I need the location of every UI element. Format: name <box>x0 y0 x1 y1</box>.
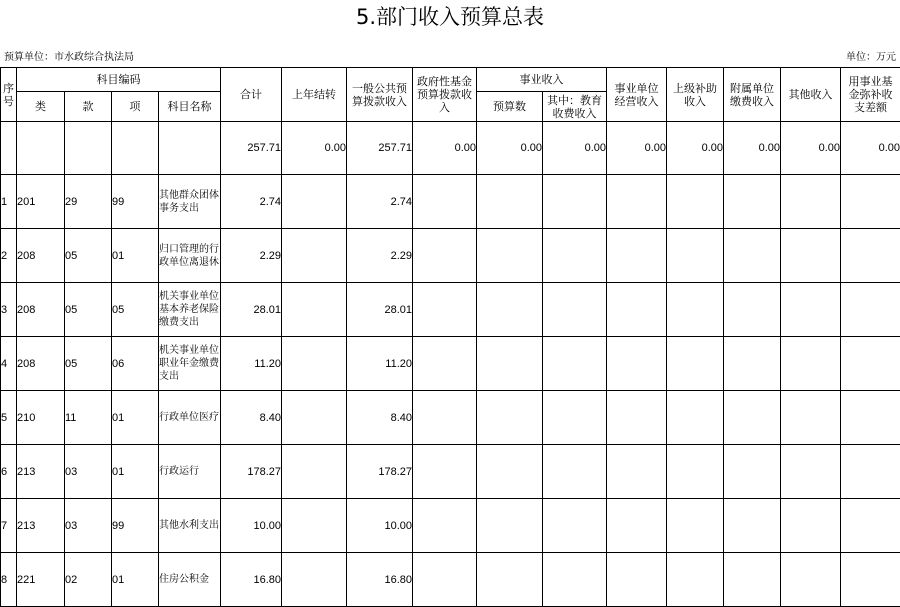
row-kuan: 05 <box>65 283 112 337</box>
row-career-budget <box>477 175 543 229</box>
row-subsidy <box>667 499 724 553</box>
row-affiliated <box>724 229 781 283</box>
subject-name-text: 住房公积金 <box>159 573 220 586</box>
row-career-budget <box>477 553 543 607</box>
row-carryover <box>282 337 347 391</box>
row-other <box>781 553 841 607</box>
header-career-group: 事业收入 <box>477 68 607 92</box>
header-fund-budget: 政府性基金预算拨款收入 <box>413 68 477 122</box>
row-lei: 208 <box>17 283 65 337</box>
header-total: 合计 <box>221 68 282 122</box>
total-biz-income: 0.00 <box>607 122 667 175</box>
row-carryover <box>282 283 347 337</box>
row-subject-name <box>159 445 221 499</box>
row-kuan: 05 <box>65 229 112 283</box>
total-other: 0.00 <box>781 122 841 175</box>
row-lei: 221 <box>17 553 65 607</box>
row-balance-fund <box>841 499 900 553</box>
header-biz-income: 事业单位经营收入 <box>607 68 667 122</box>
row-career-edu <box>543 337 607 391</box>
row-balance-fund <box>841 175 900 229</box>
row-seq: 2 <box>1 229 17 283</box>
row-career-budget <box>477 337 543 391</box>
page-title: 5.部门收入预算总表 <box>0 2 900 32</box>
row-kuan: 03 <box>65 445 112 499</box>
row-fund-budget <box>413 229 477 283</box>
row-general-budget: 10.00 <box>347 499 413 553</box>
row-biz-income <box>607 337 667 391</box>
table-row <box>1 445 900 499</box>
total-seq-cell <box>1 122 17 175</box>
row-total: 178.27 <box>221 445 282 499</box>
row-lei: 201 <box>17 175 65 229</box>
row-career-edu <box>543 553 607 607</box>
row-carryover <box>282 553 347 607</box>
header-kuan: 款 <box>65 92 112 122</box>
row-subject-name <box>159 337 221 391</box>
row-balance-fund <box>841 391 900 445</box>
row-subsidy <box>667 391 724 445</box>
row-lei: 213 <box>17 445 65 499</box>
row-lei: 213 <box>17 499 65 553</box>
row-kuan: 03 <box>65 499 112 553</box>
row-other <box>781 391 841 445</box>
row-biz-income <box>607 553 667 607</box>
row-career-edu <box>543 175 607 229</box>
row-affiliated <box>724 283 781 337</box>
row-seq: 3 <box>1 283 17 337</box>
header-carryover: 上年结转 <box>282 68 347 122</box>
table-row <box>1 283 900 337</box>
row-xiang: 06 <box>112 337 159 391</box>
header-code-group: 科目编码 <box>17 68 221 92</box>
header-name: 科目名称 <box>159 92 221 122</box>
row-career-budget <box>477 283 543 337</box>
row-other <box>781 499 841 553</box>
total-name-cell <box>159 122 221 175</box>
row-other <box>781 229 841 283</box>
row-affiliated <box>724 499 781 553</box>
row-carryover <box>282 499 347 553</box>
total-general-budget: 257.71 <box>347 122 413 175</box>
row-general-budget: 8.40 <box>347 391 413 445</box>
subject-name-text: 行政单位医疗 <box>159 411 220 424</box>
row-career-edu <box>543 391 607 445</box>
header-affiliated: 附属单位缴费收入 <box>724 68 781 122</box>
total-kuan-cell <box>65 122 112 175</box>
total-balance-fund: 0.00 <box>841 122 900 175</box>
row-xiang: 01 <box>112 553 159 607</box>
row-general-budget: 16.80 <box>347 553 413 607</box>
header-seq: 序号 <box>1 68 17 122</box>
row-xiang: 99 <box>112 175 159 229</box>
revenue-budget-table <box>0 67 900 607</box>
row-other <box>781 337 841 391</box>
header-career-budget: 预算数 <box>477 92 543 122</box>
row-balance-fund <box>841 337 900 391</box>
row-biz-income <box>607 391 667 445</box>
row-subsidy <box>667 229 724 283</box>
row-career-budget <box>477 229 543 283</box>
total-subsidy: 0.00 <box>667 122 724 175</box>
row-subject-name <box>159 229 221 283</box>
row-lei: 208 <box>17 337 65 391</box>
row-biz-income <box>607 499 667 553</box>
row-xiang: 01 <box>112 391 159 445</box>
row-general-budget: 28.01 <box>347 283 413 337</box>
table-row <box>1 337 900 391</box>
row-total: 2.29 <box>221 229 282 283</box>
row-affiliated <box>724 445 781 499</box>
header-lei: 类 <box>17 92 65 122</box>
row-balance-fund <box>841 553 900 607</box>
row-lei: 210 <box>17 391 65 445</box>
row-biz-income <box>607 229 667 283</box>
row-career-edu <box>543 445 607 499</box>
row-subject-name <box>159 499 221 553</box>
row-kuan: 02 <box>65 553 112 607</box>
row-carryover <box>282 391 347 445</box>
total-affiliated: 0.00 <box>724 122 781 175</box>
row-seq: 4 <box>1 337 17 391</box>
header-career-edu: 其中：教育收费收入 <box>543 92 607 122</box>
row-affiliated <box>724 175 781 229</box>
row-subject-name <box>159 391 221 445</box>
subject-name-text: 机关事业单位职业年金缴费支出 <box>159 344 220 383</box>
row-total: 16.80 <box>221 553 282 607</box>
header-other: 其他收入 <box>781 68 841 122</box>
row-affiliated <box>724 391 781 445</box>
row-career-edu <box>543 283 607 337</box>
subject-name-text: 其他群众团体事务支出 <box>159 189 220 215</box>
row-subject-name <box>159 175 221 229</box>
table-row <box>1 499 900 553</box>
row-general-budget: 2.29 <box>347 229 413 283</box>
total-carryover: 0.00 <box>282 122 347 175</box>
row-total: 2.74 <box>221 175 282 229</box>
row-subject-name <box>159 283 221 337</box>
row-fund-budget <box>413 553 477 607</box>
subject-name-text: 归口管理的行政单位离退休 <box>159 243 220 269</box>
total-fund-budget: 0.00 <box>413 122 477 175</box>
total-row <box>1 122 900 175</box>
header-xiang: 项 <box>112 92 159 122</box>
row-career-budget <box>477 391 543 445</box>
subject-name-text: 行政运行 <box>159 465 220 478</box>
header-subsidy: 上级补助收入 <box>667 68 724 122</box>
row-general-budget: 11.20 <box>347 337 413 391</box>
table-row <box>1 553 900 607</box>
row-xiang: 01 <box>112 445 159 499</box>
row-subsidy <box>667 553 724 607</box>
row-total: 10.00 <box>221 499 282 553</box>
row-balance-fund <box>841 445 900 499</box>
row-carryover <box>282 445 347 499</box>
row-fund-budget <box>413 391 477 445</box>
row-seq: 7 <box>1 499 17 553</box>
row-kuan: 05 <box>65 337 112 391</box>
row-biz-income <box>607 175 667 229</box>
row-xiang: 05 <box>112 283 159 337</box>
row-subsidy <box>667 283 724 337</box>
total-total: 257.71 <box>221 122 282 175</box>
table-row <box>1 175 900 229</box>
total-career-edu: 0.00 <box>543 122 607 175</box>
row-affiliated <box>724 553 781 607</box>
row-balance-fund <box>841 283 900 337</box>
row-general-budget: 178.27 <box>347 445 413 499</box>
row-total: 8.40 <box>221 391 282 445</box>
row-other <box>781 283 841 337</box>
row-affiliated <box>724 337 781 391</box>
row-career-budget <box>477 499 543 553</box>
row-total: 28.01 <box>221 283 282 337</box>
subject-name-text: 其他水利支出 <box>159 519 220 532</box>
row-subsidy <box>667 337 724 391</box>
row-kuan: 29 <box>65 175 112 229</box>
row-fund-budget <box>413 499 477 553</box>
row-career-edu <box>543 499 607 553</box>
row-total: 11.20 <box>221 337 282 391</box>
table-row <box>1 391 900 445</box>
row-carryover <box>282 229 347 283</box>
currency-unit-label: 单位：万元 <box>846 51 896 65</box>
row-seq: 5 <box>1 391 17 445</box>
row-other <box>781 175 841 229</box>
row-seq: 1 <box>1 175 17 229</box>
budget-unit-label: 预算单位：市水政综合执法局 <box>4 51 134 65</box>
total-lei-cell <box>17 122 65 175</box>
header-balance-fund: 用事业基金弥补收支差额 <box>841 68 900 122</box>
row-other <box>781 445 841 499</box>
row-xiang: 01 <box>112 229 159 283</box>
header-general-budget: 一般公共预算拨款收入 <box>347 68 413 122</box>
row-subject-name <box>159 553 221 607</box>
row-lei: 208 <box>17 229 65 283</box>
row-seq: 8 <box>1 553 17 607</box>
row-kuan: 11 <box>65 391 112 445</box>
row-career-budget <box>477 445 543 499</box>
subject-name-text: 机关事业单位基本养老保险缴费支出 <box>159 290 220 329</box>
row-general-budget: 2.74 <box>347 175 413 229</box>
row-biz-income <box>607 445 667 499</box>
row-biz-income <box>607 283 667 337</box>
row-subsidy <box>667 445 724 499</box>
total-career-budget: 0.00 <box>477 122 543 175</box>
total-xiang-cell <box>112 122 159 175</box>
row-balance-fund <box>841 229 900 283</box>
table-row <box>1 229 900 283</box>
row-fund-budget <box>413 175 477 229</box>
row-fund-budget <box>413 283 477 337</box>
row-subsidy <box>667 175 724 229</box>
row-carryover <box>282 175 347 229</box>
row-fund-budget <box>413 445 477 499</box>
row-career-edu <box>543 229 607 283</box>
row-fund-budget <box>413 337 477 391</box>
row-xiang: 99 <box>112 499 159 553</box>
row-seq: 6 <box>1 445 17 499</box>
